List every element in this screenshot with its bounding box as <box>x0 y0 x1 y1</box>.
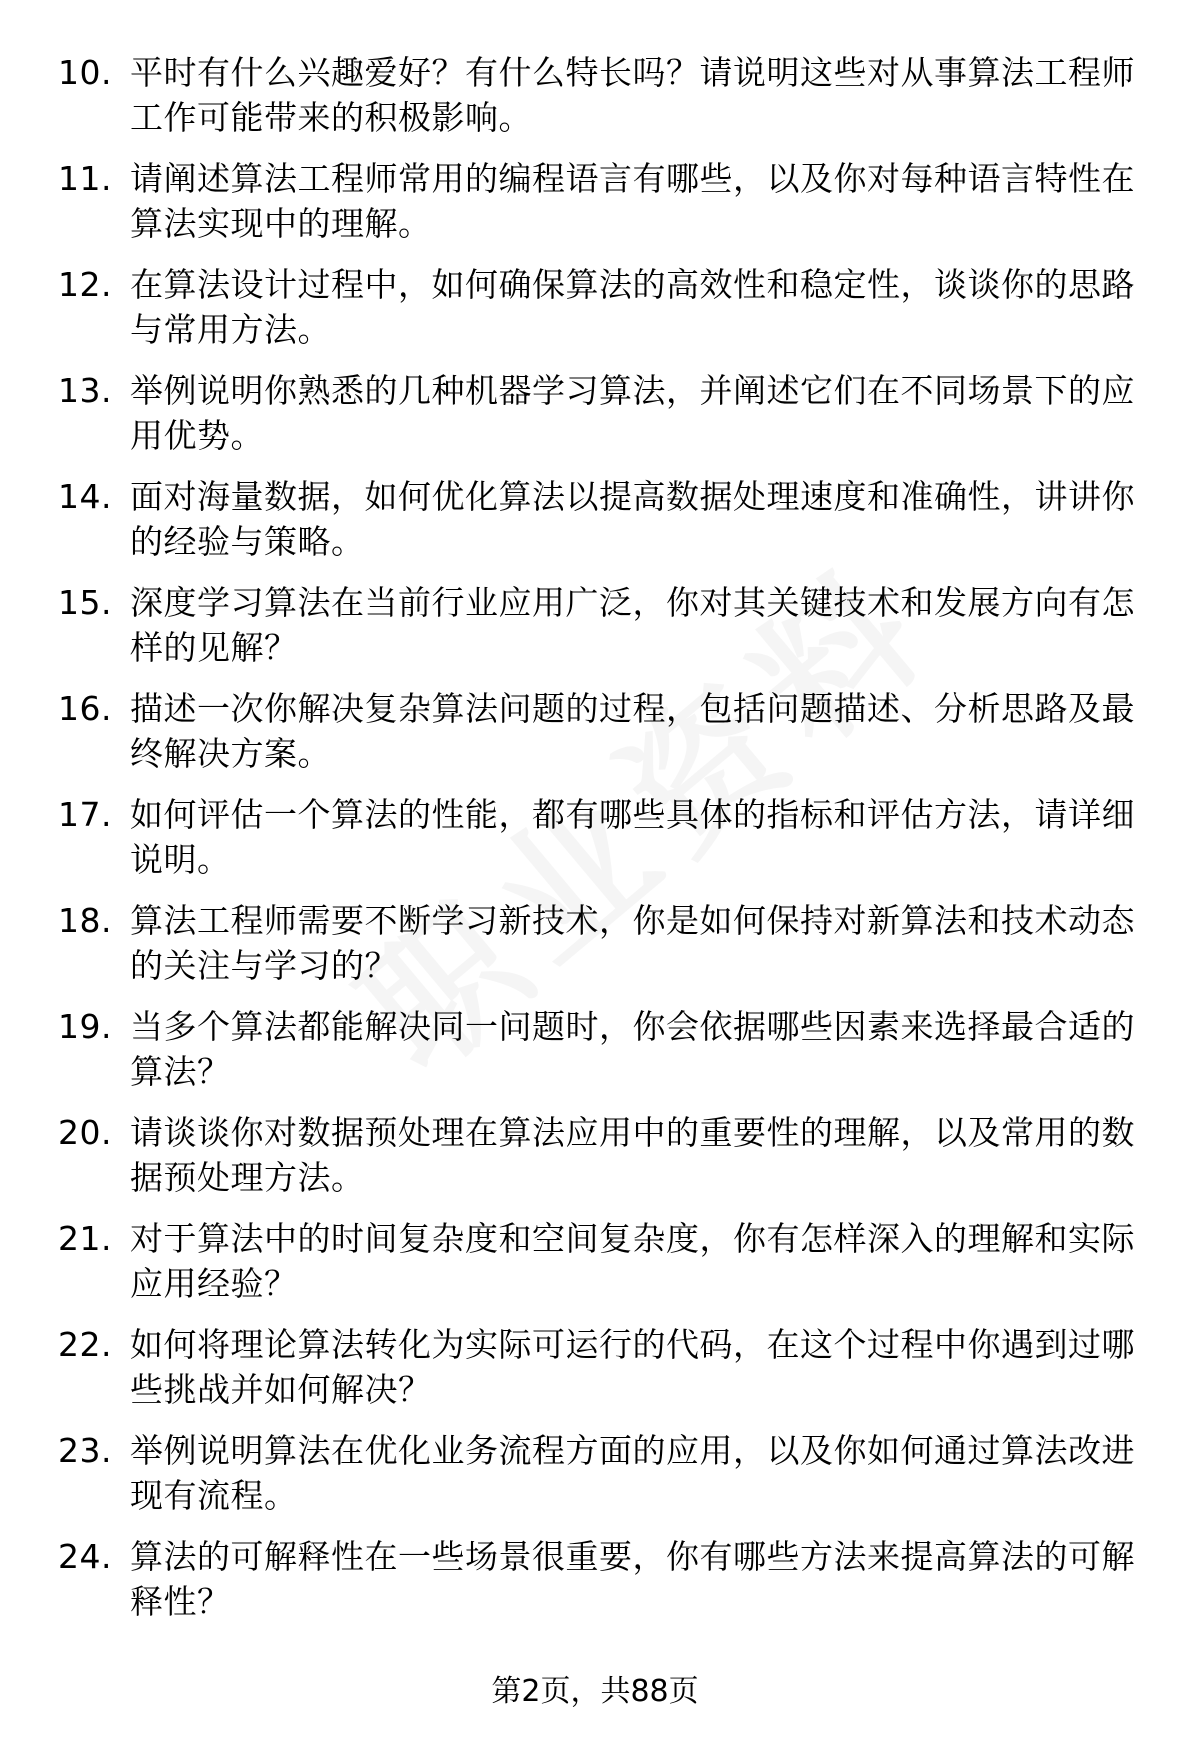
question-text: 算法的可解释性在一些场景很重要，你有哪些方法来提高算法的可解释性？ <box>130 1537 1135 1621</box>
question-item <box>58 686 1148 776</box>
question-number: 10. <box>58 53 112 92</box>
question-item <box>58 1110 1148 1200</box>
question-number: 14. <box>58 477 112 516</box>
question-list <box>58 50 1148 1640</box>
question-item <box>58 898 1148 988</box>
question-item <box>58 1004 1148 1094</box>
question-text: 对于算法中的时间复杂度和空间复杂度，你有怎样深入的理解和实际应用经验？ <box>130 1219 1135 1303</box>
question-number: 11. <box>58 159 112 198</box>
question-text: 描述一次你解决复杂算法问题的过程，包括问题描述、分析思路及最终解决方案。 <box>130 689 1135 773</box>
question-number: 13. <box>58 371 112 410</box>
question-item <box>58 262 1148 352</box>
question-number: 20. <box>58 1113 112 1152</box>
question-item <box>58 1322 1148 1412</box>
question-number: 16. <box>58 689 112 728</box>
question-text: 平时有什么兴趣爱好？有什么特长吗？请说明这些对从事算法工程师工作可能带来的积极影响。 <box>130 53 1135 137</box>
question-number: 24. <box>58 1537 112 1576</box>
question-number: 17. <box>58 795 112 834</box>
question-item <box>58 1428 1148 1518</box>
question-item <box>58 474 1148 564</box>
question-text: 如何将理论算法转化为实际可运行的代码，在这个过程中你遇到过哪些挑战并如何解决？ <box>130 1325 1135 1409</box>
question-item <box>58 1216 1148 1306</box>
question-item <box>58 580 1148 670</box>
question-item <box>58 792 1148 882</box>
question-text: 举例说明算法在优化业务流程方面的应用，以及你如何通过算法改进现有流程。 <box>130 1431 1135 1515</box>
question-item <box>58 1534 1148 1624</box>
question-text: 算法工程师需要不断学习新技术，你是如何保持对新算法和技术动态的关注与学习的？ <box>130 901 1135 985</box>
question-text: 举例说明你熟悉的几种机器学习算法，并阐述它们在不同场景下的应用优势。 <box>130 371 1135 455</box>
question-text: 请阐述算法工程师常用的编程语言有哪些，以及你对每种语言特性在算法实现中的理解。 <box>130 159 1135 243</box>
question-item <box>58 368 1148 458</box>
question-number: 22. <box>58 1325 112 1364</box>
question-text: 面对海量数据，如何优化算法以提高数据处理速度和准确性，讲讲你的经验与策略。 <box>130 477 1135 561</box>
question-number: 15. <box>58 583 112 622</box>
question-text: 请谈谈你对数据预处理在算法应用中的重要性的理解，以及常用的数据预处理方法。 <box>130 1113 1135 1197</box>
question-item <box>58 50 1148 140</box>
question-text: 在算法设计过程中，如何确保算法的高效性和稳定性，谈谈你的思路与常用方法。 <box>130 265 1135 349</box>
question-text: 如何评估一个算法的性能，都有哪些具体的指标和评估方法，请详细说明。 <box>130 795 1135 879</box>
question-number: 21. <box>58 1219 112 1258</box>
question-number: 18. <box>58 901 112 940</box>
question-number: 12. <box>58 265 112 304</box>
question-number: 23. <box>58 1431 112 1470</box>
question-item <box>58 156 1148 246</box>
page-number-footer: 第2页，共88页 <box>491 1674 699 1709</box>
question-number: 19. <box>58 1007 112 1046</box>
question-text: 当多个算法都能解决同一问题时，你会依据哪些因素来选择最合适的算法？ <box>130 1007 1135 1091</box>
question-text: 深度学习算法在当前行业应用广泛，你对其关键技术和发展方向有怎样的见解？ <box>130 583 1135 667</box>
